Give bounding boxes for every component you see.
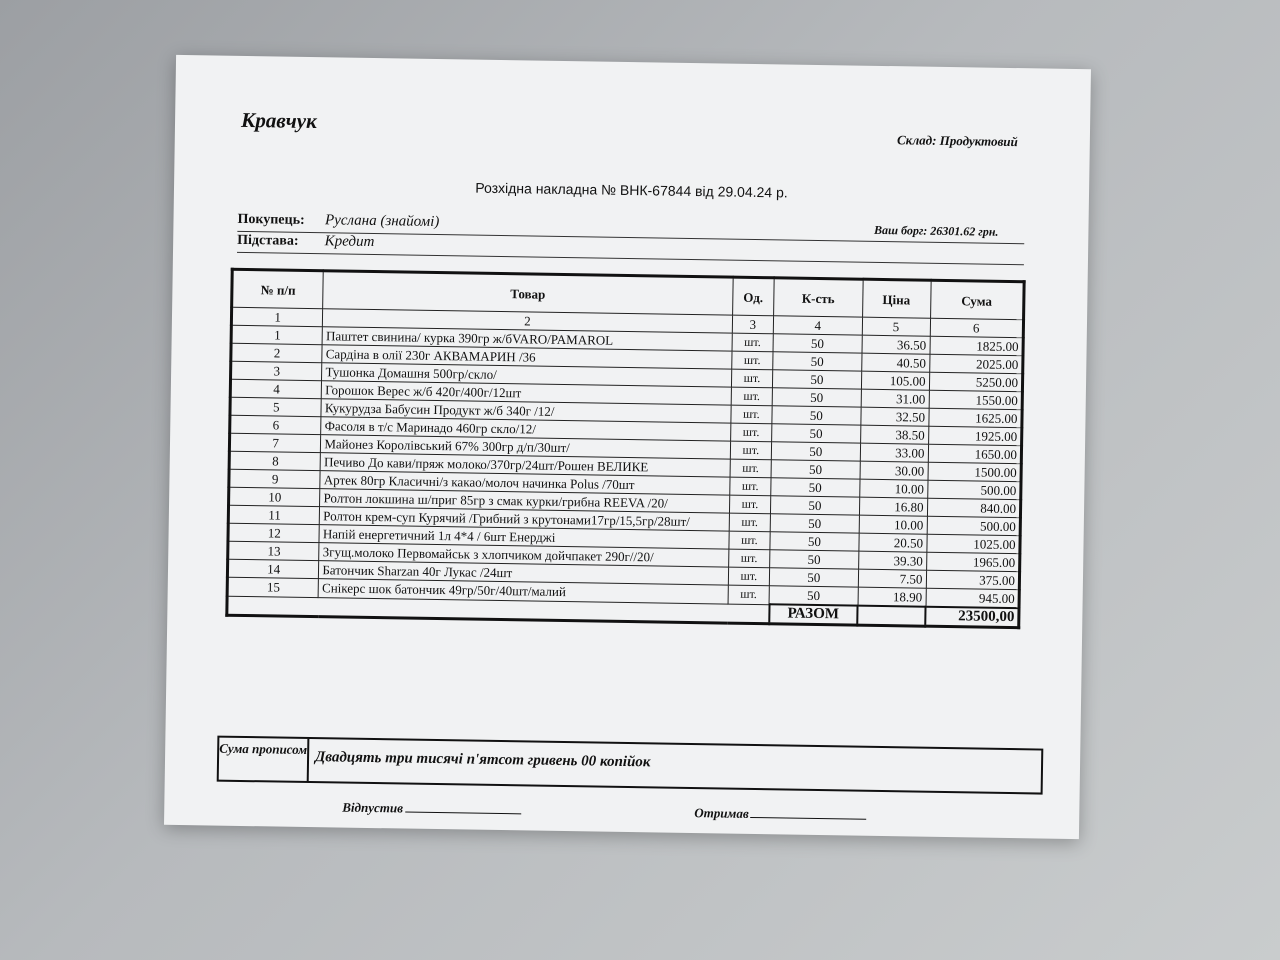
item-qty: 50 xyxy=(772,424,861,443)
item-price: 10.00 xyxy=(859,479,927,498)
item-sum: 2025.00 xyxy=(929,354,1023,373)
col-header-name: Товар xyxy=(323,271,733,315)
item-price: 30.00 xyxy=(860,461,928,480)
col-number: 4 xyxy=(773,316,862,335)
row-number: 8 xyxy=(229,451,321,470)
warehouse-label: Склад: Продуктовий xyxy=(896,132,1018,150)
item-unit: шт. xyxy=(732,333,774,352)
item-price: 16.80 xyxy=(859,497,927,516)
row-number: 11 xyxy=(228,505,320,524)
item-qty: 50 xyxy=(772,406,861,425)
item-name: Фасоля в т/с Маринадо 460гр скло/12/ xyxy=(321,417,730,441)
item-unit: шт. xyxy=(728,585,770,604)
item-name: Ролтон локшина ш/приг 85гр з смак курки/грибна REEVA /20/ xyxy=(320,489,729,513)
item-name: Майонез Королівський 67% 300гр д/п/30шт/ xyxy=(321,435,730,459)
col-number: 3 xyxy=(732,315,774,334)
row-number: 6 xyxy=(230,415,322,434)
item-sum: 500.00 xyxy=(927,516,1021,535)
item-sum: 500.00 xyxy=(927,480,1021,499)
buyer-label: Покупець: xyxy=(237,211,305,228)
col-number: 2 xyxy=(323,309,732,333)
item-sum: 1965.00 xyxy=(926,552,1020,571)
row-number: 4 xyxy=(230,379,322,398)
item-qty: 50 xyxy=(771,496,860,515)
item-price: 18.90 xyxy=(858,587,926,607)
col-header-price: Ціна xyxy=(862,279,931,318)
item-sum: 1500.00 xyxy=(928,462,1022,481)
received-signature xyxy=(694,805,867,824)
row-number: 15 xyxy=(227,577,319,597)
item-sum: 840.00 xyxy=(927,498,1021,517)
item-name: Горошок Верес ж/б 420г/400г/12шт xyxy=(322,381,731,405)
item-qty: 50 xyxy=(772,388,861,407)
item-sum: 1825.00 xyxy=(930,336,1024,355)
item-name: Напій енергетичний 1л 4*4 / 6шт Енерджі xyxy=(319,525,728,549)
item-qty: 50 xyxy=(773,352,862,371)
item-unit: шт. xyxy=(731,369,773,388)
item-qty: 50 xyxy=(770,532,859,551)
item-name: Печиво До кави/пряж молоко/370гр/24шт/Рошен ВЕЛИКЕ xyxy=(320,453,729,477)
amount-in-words xyxy=(217,736,1044,795)
item-qty: 50 xyxy=(773,334,862,353)
seller-name: Кравчук xyxy=(240,107,317,134)
row-number: 3 xyxy=(231,361,323,380)
item-sum: 375.00 xyxy=(926,570,1020,589)
basis-label: Підстава: xyxy=(237,232,299,249)
row-number: 2 xyxy=(231,343,323,362)
col-header-no: № п/п xyxy=(232,269,324,308)
buyer-value: Руслана (знайомі) xyxy=(324,212,440,231)
item-qty: 50 xyxy=(771,478,860,497)
item-unit: шт. xyxy=(730,423,772,442)
item-qty: 50 xyxy=(772,442,861,461)
item-name: Сардіна в олії 230г АКВАМАРИН /36 xyxy=(322,345,731,369)
item-qty: 50 xyxy=(770,568,859,587)
item-name: Ролтон крем-суп Курячий /Грибний з крутонами17гр/15,5гр/28шт/ xyxy=(320,507,729,531)
invoice-title: Розхідна накладна № ВНК-67844 від 29.04.24 р. xyxy=(475,179,788,201)
item-qty: 50 xyxy=(770,550,859,569)
item-name: Артек 80гр Класичні/з какао/молоч начинка Polus /70шт xyxy=(320,471,729,495)
item-unit: шт. xyxy=(730,441,772,460)
item-sum: 5250.00 xyxy=(929,372,1023,391)
item-name: Батончик Sharzan 40г Лукас /24шт xyxy=(319,561,728,585)
row-number: 13 xyxy=(228,541,320,560)
item-unit: шт. xyxy=(729,477,771,496)
basis-value: Кредит xyxy=(324,233,375,250)
row-number: 5 xyxy=(230,397,322,416)
item-unit: шт. xyxy=(730,459,772,478)
row-number: 14 xyxy=(227,559,319,578)
row-number: 7 xyxy=(229,433,321,452)
col-header-qty: К-сть xyxy=(774,278,863,317)
released-signature xyxy=(342,800,521,819)
received-label: Отримав xyxy=(694,805,749,821)
col-number: 5 xyxy=(862,317,930,336)
amount-in-words-label: Сума прописом xyxy=(219,738,310,781)
invoice-paper xyxy=(164,55,1091,839)
item-qty: 50 xyxy=(771,460,860,479)
item-price: 105.00 xyxy=(861,371,929,390)
item-qty: 50 xyxy=(769,586,858,606)
item-price: 32.50 xyxy=(860,407,928,426)
item-name: Тушонка Домашня 500гр/скло/ xyxy=(322,363,731,387)
amount-in-words-value: Двадцять три тисячі п'ятсот гривень 00 копійок xyxy=(314,749,651,771)
item-price: 20.50 xyxy=(858,533,926,552)
item-name: Паштет свинина/ курка 390гр ж/бVARO/PAMAROL xyxy=(322,327,731,351)
item-price: 31.00 xyxy=(861,389,929,408)
released-line xyxy=(405,812,521,815)
item-sum: 1025.00 xyxy=(926,534,1020,553)
released-label: Відпустив xyxy=(342,799,404,816)
item-unit: шт. xyxy=(731,387,773,406)
item-price: 10.00 xyxy=(859,515,927,534)
item-price: 36.50 xyxy=(862,335,930,354)
item-price: 38.50 xyxy=(860,425,928,444)
item-unit: шт. xyxy=(729,513,771,532)
total-value: 23500,00 xyxy=(925,607,1019,628)
item-unit: шт. xyxy=(729,495,771,514)
row-number: 9 xyxy=(229,469,321,488)
item-price: 33.00 xyxy=(860,443,928,462)
col-number: 6 xyxy=(930,318,1024,337)
item-unit: шт. xyxy=(728,567,770,586)
item-sum: 1625.00 xyxy=(928,408,1022,427)
item-sum: 1650.00 xyxy=(928,444,1022,463)
item-unit: шт. xyxy=(731,351,773,370)
debt-amount: Ваш борг: 26301.62 грн. xyxy=(873,222,999,239)
item-price: 39.30 xyxy=(858,551,926,570)
item-unit: шт. xyxy=(730,405,772,424)
item-name: Згущ.молоко Первомайськ з хлопчиком дойчпакет 290г//20/ xyxy=(319,543,728,567)
row-number: 10 xyxy=(229,487,321,506)
item-qty: 50 xyxy=(770,514,859,533)
col-header-unit: Од. xyxy=(732,277,774,316)
item-sum: 1550.00 xyxy=(929,390,1023,409)
item-unit: шт. xyxy=(728,531,770,550)
item-name: Кукурудза Бабусин Продукт ж/б 340г /12/ xyxy=(321,399,730,423)
item-sum: 1925.00 xyxy=(928,426,1022,445)
col-number: 1 xyxy=(231,307,323,326)
received-line xyxy=(751,817,867,820)
item-price: 40.50 xyxy=(861,353,929,372)
item-sum: 945.00 xyxy=(926,588,1020,608)
item-qty: 50 xyxy=(773,370,862,389)
goods-table xyxy=(225,268,1025,629)
col-header-sum: Сума xyxy=(930,280,1024,319)
total-label: РАЗОМ xyxy=(769,604,858,625)
item-price: 7.50 xyxy=(858,569,926,588)
item-name: Снікерс шок батончик 49гр/50г/40шт/малий xyxy=(318,579,727,604)
row-number: 12 xyxy=(228,523,320,542)
item-unit: шт. xyxy=(728,549,770,568)
row-number: 1 xyxy=(231,325,323,344)
